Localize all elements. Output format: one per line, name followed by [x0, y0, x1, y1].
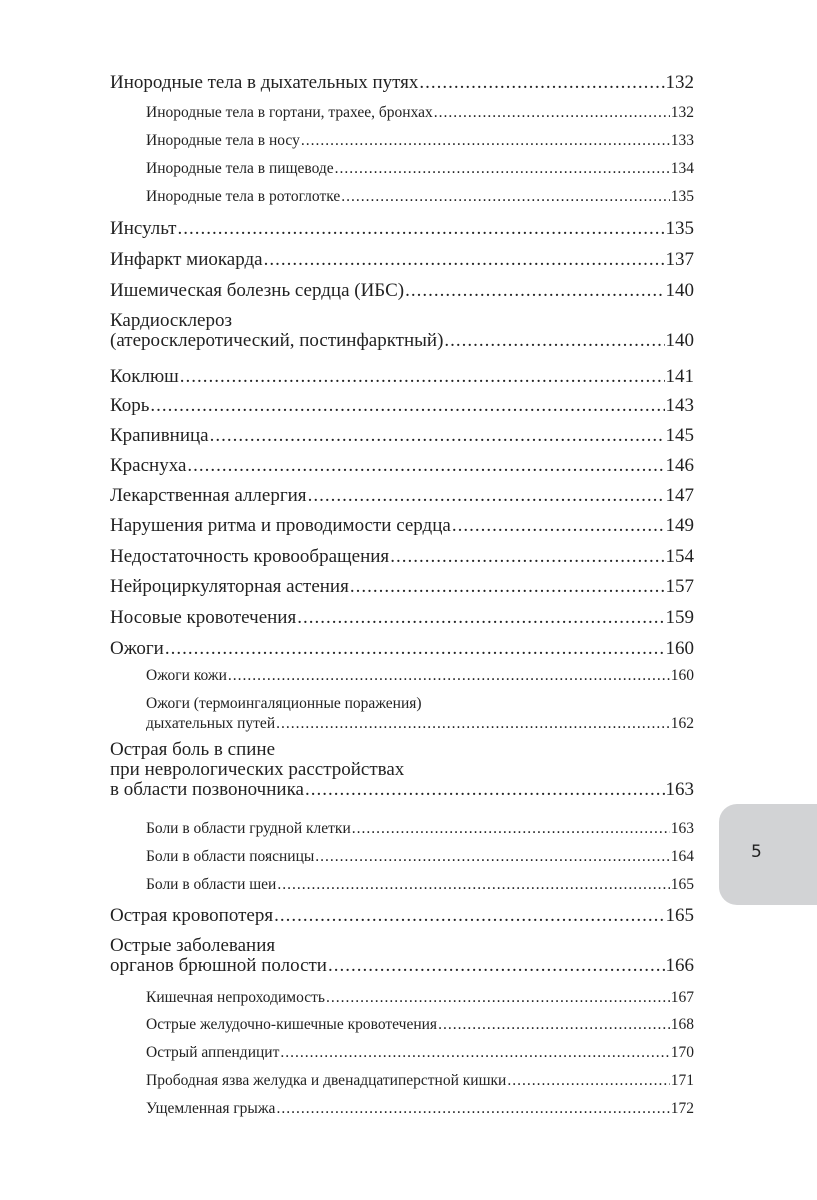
toc-entry-page: 137 — [665, 249, 694, 270]
toc-entry-page: 165 — [665, 905, 694, 926]
toc-entry[interactable] — [146, 820, 694, 838]
dot-leader — [177, 218, 664, 240]
toc-entry-page: 168 — [670, 1016, 694, 1033]
toc-entry-page: 164 — [670, 848, 694, 865]
toc-entry-page: 146 — [665, 455, 694, 476]
dot-leader — [315, 848, 669, 866]
toc-entry-title: Инородные тела в носу — [146, 132, 300, 149]
toc-entry[interactable] — [146, 1016, 694, 1034]
toc-entry-page: 159 — [665, 607, 694, 628]
toc-entry-title: Ожоги (термоингаляционные поражения) — [146, 695, 422, 712]
dot-leader — [326, 989, 670, 1007]
toc-entry-page: 154 — [665, 546, 694, 567]
toc-entry[interactable] — [146, 848, 694, 866]
toc-entry[interactable] — [146, 160, 694, 178]
toc-entry-title: Крапивница — [110, 425, 209, 446]
toc-entry[interactable] — [146, 104, 694, 122]
toc-entry-title: Ожоги — [110, 638, 164, 659]
toc-entry[interactable] — [110, 515, 694, 537]
toc-entry-page: 145 — [665, 425, 694, 446]
toc-entry-title: Инородные тела в ротоглотке — [146, 188, 341, 205]
toc-entry-title: дыхательных путей — [146, 715, 276, 732]
toc-entry-page: 160 — [670, 667, 694, 684]
toc-entry-page: 135 — [665, 218, 694, 239]
dot-leader — [438, 1016, 670, 1034]
toc-entry[interactable] — [110, 72, 694, 94]
toc-entry-page: 167 — [670, 989, 694, 1006]
toc-entry-title: Нейроциркуляторная астения — [110, 576, 349, 597]
toc-entry[interactable] — [110, 249, 694, 271]
toc-entry-page: 147 — [665, 485, 694, 506]
dot-leader — [276, 715, 670, 733]
toc-entry-title: при неврологических расстройствах — [110, 759, 405, 780]
toc-entry[interactable] — [146, 1072, 694, 1090]
toc-entry-title: Инфаркт миокарда — [110, 249, 263, 270]
dot-leader — [335, 160, 670, 178]
toc-entry[interactable] — [110, 455, 694, 477]
dot-leader — [180, 366, 665, 388]
toc-entry[interactable] — [110, 607, 694, 629]
page-number-tab — [719, 804, 817, 905]
toc-entry-title: Инородные тела в пищеводе — [146, 160, 334, 177]
dot-leader — [210, 425, 665, 447]
toc-entry[interactable] — [146, 695, 694, 733]
dot-leader — [308, 485, 665, 507]
dot-leader — [434, 104, 670, 122]
dot-leader — [419, 72, 664, 94]
toc-entry-title: Ущемленная грыжа — [146, 1100, 276, 1117]
toc-entry[interactable] — [146, 876, 694, 894]
toc-entry-title: Инсульт — [110, 218, 177, 239]
toc-entry-page: 140 — [665, 330, 694, 351]
toc-entry[interactable] — [146, 1044, 694, 1062]
toc-entry[interactable] — [110, 280, 694, 302]
dot-leader — [405, 280, 664, 302]
toc-entry-title: Корь — [110, 395, 150, 416]
toc-entry-title: Прободная язва желудка и двенадцатиперстной кишки — [146, 1072, 507, 1089]
dot-leader — [452, 515, 665, 537]
toc-entry-title: Боли в области шеи — [146, 876, 277, 893]
toc-entry[interactable] — [110, 546, 694, 568]
dot-leader — [187, 455, 664, 477]
dot-leader — [352, 820, 670, 838]
toc-entry-title: Острые желудочно-кишечные кровотечения — [146, 1016, 438, 1033]
dot-leader — [274, 905, 664, 927]
toc-entry-title: Инородные тела в дыхательных путях — [110, 72, 419, 93]
toc-entry-title: Ишемическая болезнь сердца (ИБС) — [110, 280, 405, 301]
toc-entry-title: Недостаточность кровообращения — [110, 546, 390, 567]
toc-entry-title: Острые заболевания — [110, 935, 276, 956]
toc-entry-page: 163 — [670, 820, 694, 837]
toc-entry-page: 141 — [665, 366, 694, 387]
toc-entry-page: 166 — [665, 955, 694, 976]
toc-entry[interactable] — [110, 425, 694, 447]
toc-entry-page: 163 — [665, 779, 694, 800]
dot-leader — [305, 779, 665, 801]
dot-leader — [264, 249, 665, 271]
toc-entry[interactable] — [146, 188, 694, 206]
toc-entry-title: Острая боль в спине — [110, 739, 276, 760]
toc-entry-title: Острая кровопотеря — [110, 905, 274, 926]
toc-entry-page: 160 — [665, 638, 694, 659]
toc-entry-title: Кишечная непроходимость — [146, 989, 325, 1006]
toc-entry-title: Инородные тела в гортани, трахее, бронхах — [146, 104, 433, 121]
dot-leader — [228, 667, 670, 685]
toc-entry[interactable] — [110, 310, 694, 352]
toc-entry-title: Боли в области грудной клетки — [146, 820, 351, 837]
toc-entry[interactable] — [110, 905, 694, 927]
toc-entry[interactable] — [146, 989, 694, 1007]
toc-entry[interactable] — [146, 1100, 694, 1118]
toc-entry-title: Боли в области поясницы — [146, 848, 315, 865]
toc-entry-page: 140 — [665, 280, 694, 301]
dot-leader — [276, 1100, 669, 1118]
toc-entry-page: 171 — [670, 1072, 694, 1089]
toc-entry[interactable] — [146, 132, 694, 150]
toc-entry-page: 134 — [670, 160, 694, 177]
dot-leader — [150, 395, 664, 417]
dot-leader — [507, 1072, 669, 1090]
dot-leader — [341, 188, 670, 206]
dot-leader — [328, 955, 665, 977]
toc-entry-title: (атеросклеротический, постинфарктный) — [110, 330, 444, 351]
toc-entry-page: 143 — [665, 395, 694, 416]
toc-entry[interactable] — [110, 395, 694, 417]
toc-entry[interactable] — [146, 667, 694, 685]
toc-entry-page: 172 — [670, 1100, 694, 1117]
toc-entry-page: 157 — [665, 576, 694, 597]
dot-leader — [390, 546, 664, 568]
dot-leader — [165, 638, 665, 660]
toc-entry-title: Нарушения ритма и проводимости сердца — [110, 515, 451, 536]
toc-entry-title: органов брюшной полости — [110, 955, 327, 976]
toc-entry-title: Ожоги кожи — [146, 667, 227, 684]
dot-leader — [301, 132, 670, 150]
toc-entry-page: 165 — [670, 876, 694, 893]
toc-entry-title: Острый аппендицит — [146, 1044, 280, 1061]
dot-leader — [297, 607, 664, 629]
toc-entry[interactable] — [110, 576, 694, 598]
toc-entry-page: 132 — [665, 72, 694, 93]
dot-leader — [277, 876, 669, 894]
toc-entry-page: 133 — [670, 132, 694, 149]
dot-leader — [444, 330, 664, 352]
page-number: 5 — [751, 842, 762, 862]
toc-entry[interactable] — [110, 638, 694, 660]
dot-leader — [350, 576, 665, 598]
toc-entry-page: 162 — [670, 715, 694, 732]
toc-entry-page: 149 — [665, 515, 694, 536]
toc-entry-title: Краснуха — [110, 455, 187, 476]
toc-entry-page: 135 — [670, 188, 694, 205]
toc-entry[interactable] — [110, 935, 694, 977]
toc-entry-page: 170 — [670, 1044, 694, 1061]
toc-entry-title: Коклюш — [110, 366, 179, 387]
dot-leader — [280, 1044, 669, 1062]
toc-entry-page: 132 — [670, 104, 694, 121]
toc-entry-title: Кардиосклероз — [110, 310, 232, 331]
toc-entry[interactable] — [110, 218, 694, 240]
toc-entry-title: Носовые кровотечения — [110, 607, 297, 628]
toc-entry[interactable] — [110, 485, 694, 507]
toc-entry[interactable] — [110, 739, 694, 801]
toc-entry-title: Лекарственная аллергия — [110, 485, 307, 506]
toc-entry-title: в области позвоночника — [110, 779, 304, 800]
toc-entry[interactable] — [110, 366, 694, 388]
